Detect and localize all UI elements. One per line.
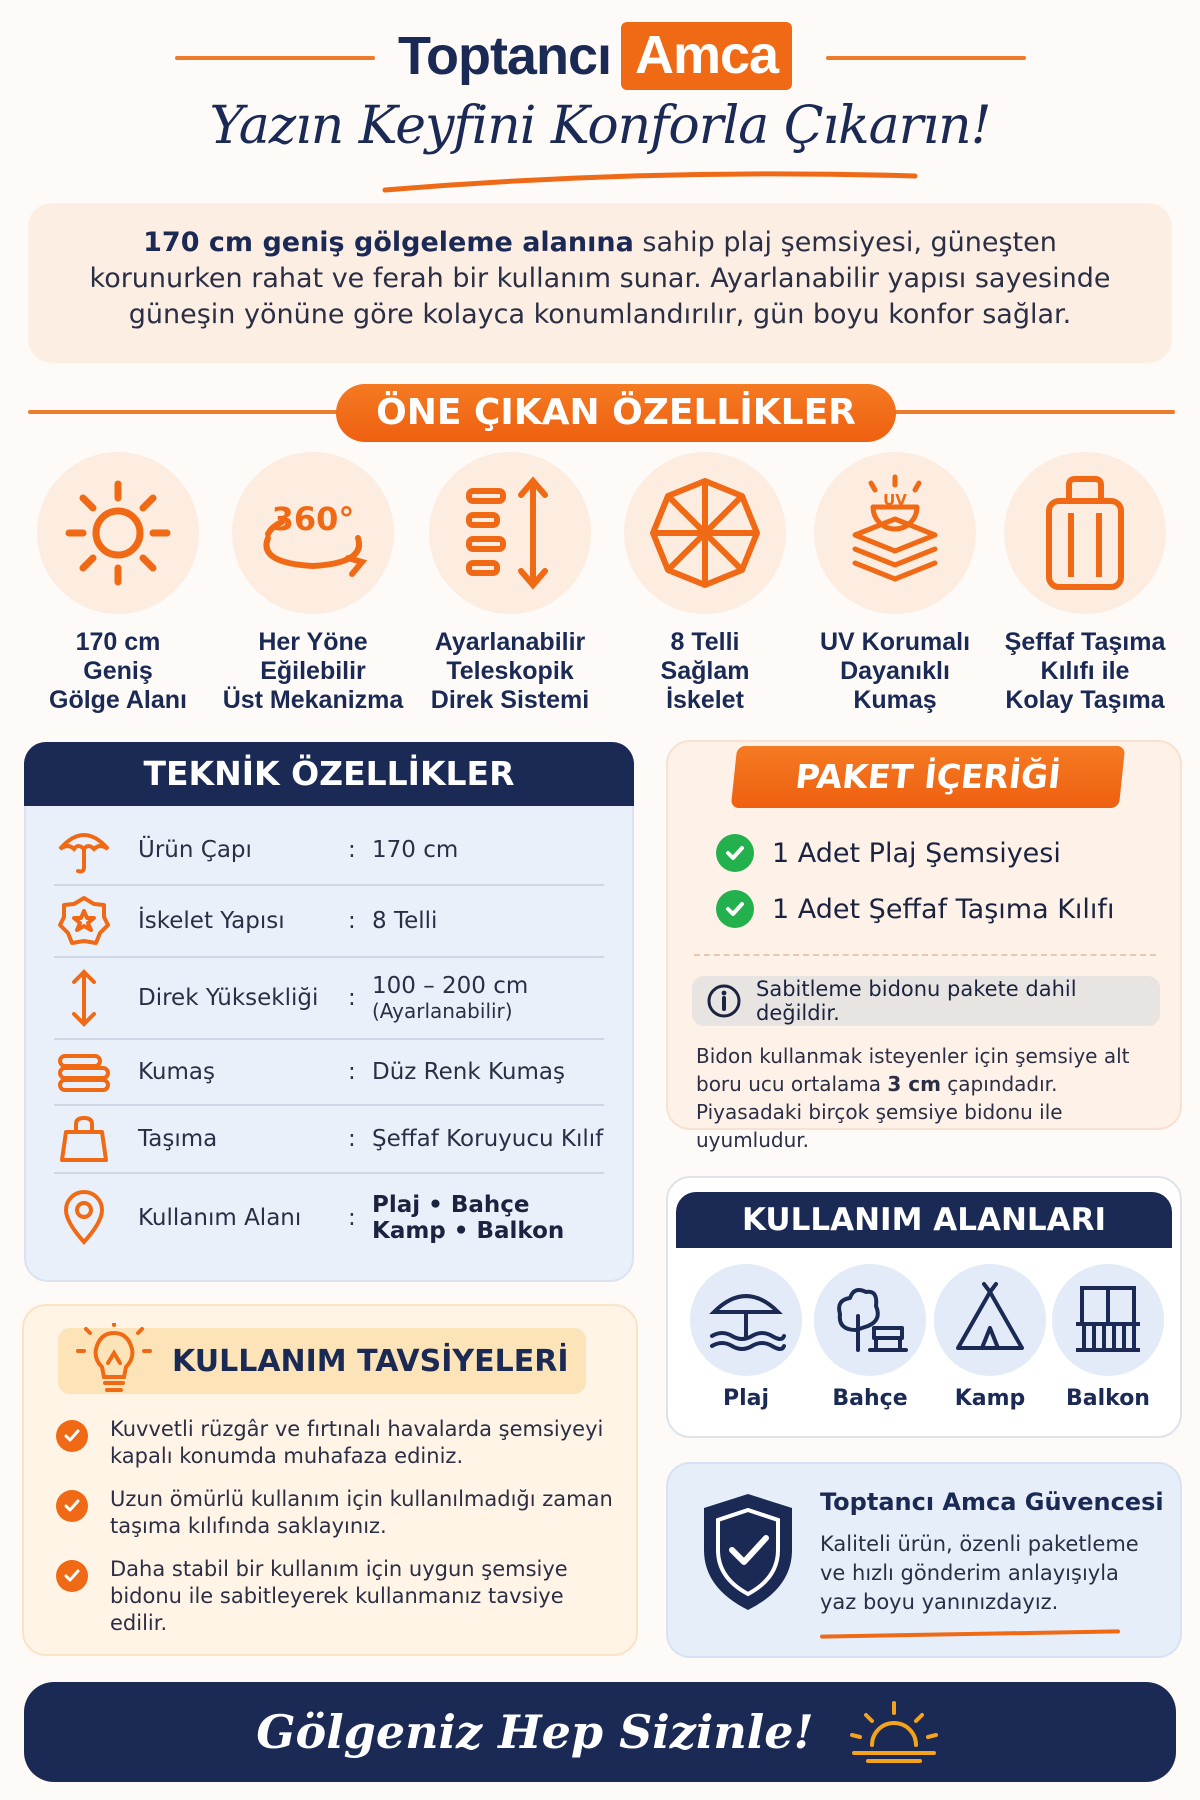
spec-label: Kullanım Alanı [138, 1205, 302, 1231]
guarantee-panel [666, 1462, 1182, 1658]
usage-item-plaj [686, 1264, 806, 1411]
feature-circle [429, 452, 591, 614]
feature-line3: Kolay Taşıma [1005, 686, 1165, 714]
sun-icon [63, 478, 173, 588]
feature-line1: 170 cm [75, 628, 161, 656]
height-icon [64, 968, 104, 1028]
tips-title: KULLANIM TAVSİYELERİ [172, 1343, 569, 1379]
footer-banner [24, 1682, 1176, 1782]
spec-row [54, 1040, 604, 1106]
usage-label: Balkon [1066, 1386, 1150, 1411]
shield-check-icon [698, 1490, 798, 1614]
tip-item [56, 1556, 616, 1637]
tip-item [56, 1486, 616, 1540]
usage-circle [1052, 1264, 1164, 1376]
tip-text: Uzun ömürlü kullanım için kullanılmadığı zaman taşıma kılıfında saklayınız. [110, 1487, 613, 1538]
frame-icon [58, 895, 110, 947]
spec-colon: : [348, 1126, 356, 1152]
info-icon [706, 983, 742, 1019]
beach-icon [706, 1280, 786, 1360]
feature-line1: Her Yöne [258, 628, 368, 656]
tech-specs-panel [24, 742, 634, 1282]
intro-text: sahip plaj şemsiyesi, güneşten korunurken rahat ve ferah bir kullanım sunar. Ayarlanabilir yapısı sayesinde güneşin yönüne göre kolayca konumlandırılır, gün boyu konfor sağlar. [89, 227, 1111, 330]
rotate-360-icon [248, 478, 378, 588]
feature-line3: İskelet [666, 686, 744, 714]
feature-line3: Direk Sistemi [430, 686, 590, 714]
spec-label: Ürün Çapı [138, 837, 252, 863]
feature-circle [232, 452, 394, 614]
spec-value: Plaj • Bahçe [372, 1192, 530, 1218]
usage-item-bahce [810, 1264, 930, 1411]
usage-circle [690, 1264, 802, 1376]
usage-label: Bahçe [832, 1386, 908, 1411]
spec-row [54, 886, 604, 958]
feature-circle [37, 452, 199, 614]
spec-colon: : [348, 837, 356, 863]
spec-value: 170 cm [372, 837, 459, 863]
brand-name-left: Toptancı [398, 26, 611, 86]
spec-value: 100 – 200 cm [372, 973, 529, 999]
package-info-a: Bidon kullanmak isteyenler için şemsiye alt boru ucu ortalama [696, 1044, 1130, 1096]
feature-line3: Gölge Alanı [49, 686, 187, 714]
feature-line2: Sağlam [660, 657, 750, 685]
brand-name-right: Amca [621, 22, 792, 90]
tip-text: Daha stabil bir kullanım için uygun şemsiye bidonu ile sabitleyerek kullanmanız tavsiye edilir. [110, 1557, 568, 1635]
spec-label: İskelet Yapısı [138, 908, 285, 934]
check-icon [716, 890, 754, 928]
umbrella-icon [56, 825, 112, 875]
spec-label: Taşıma [138, 1126, 218, 1152]
intro-bold-text: 170 cm geniş gölgeleme alanına [143, 227, 634, 258]
guarantee-title: Toptancı Amca Güvencesi [820, 1488, 1164, 1516]
highlights-line-left [28, 410, 368, 414]
spec-subvalue: (Ayarlanabilir) [372, 999, 513, 1023]
package-title: PAKET İÇERİĞİ [731, 746, 1126, 808]
tagline-underline [380, 168, 920, 198]
footer-slogan: Gölgeniz Hep Sizinle! [256, 1705, 814, 1759]
badge-360: 360° [271, 500, 355, 538]
bag-icon [60, 1114, 108, 1164]
feature-bag [995, 452, 1175, 715]
feature-line1: UV Korumalı [819, 628, 971, 656]
fabric-icon [56, 1052, 112, 1092]
spec-label: Kumaş [138, 1059, 215, 1085]
tent-icon [950, 1280, 1030, 1360]
tech-specs-title: TEKNİK ÖZELLİKLER [24, 742, 634, 806]
spec-subvalue: Kamp • Balkon [372, 1218, 565, 1244]
check-icon [716, 834, 754, 872]
spec-row [54, 816, 604, 886]
feature-line1: 8 Telli [670, 628, 740, 656]
feature-circle [624, 452, 786, 614]
feature-line2: Dayanıklı [840, 657, 950, 685]
package-info [696, 1042, 1164, 1154]
feature-shade-area [33, 452, 203, 715]
brand-logo [398, 20, 792, 92]
tip-item [56, 1416, 616, 1470]
uv-fabric-icon [835, 473, 955, 593]
check-icon [56, 1490, 88, 1522]
usage-label: Kamp [954, 1386, 1026, 1411]
spec-value: Şeffaf Koruyucu Kılıf [372, 1126, 604, 1152]
header-line-left [175, 56, 375, 60]
page-tagline: Yazın Keyfini Konforla Çıkarın! [209, 96, 991, 156]
tips-panel [22, 1304, 638, 1656]
feature-tilt [208, 452, 418, 715]
sunset-icon [844, 1697, 944, 1767]
spec-colon: : [348, 985, 356, 1011]
feature-frame [620, 452, 790, 715]
badge-uv: UV [883, 491, 907, 509]
umbrella-frame-icon [645, 473, 765, 593]
check-icon [56, 1420, 88, 1452]
spec-colon: : [348, 1205, 356, 1231]
usage-panel [666, 1176, 1182, 1438]
feature-line2: Geniş [83, 657, 153, 685]
location-icon [62, 1190, 106, 1246]
feature-line1: Ayarlanabilir [434, 628, 586, 656]
package-note [692, 976, 1160, 1026]
spec-colon: : [348, 908, 356, 934]
package-item-label: 1 Adet Plaj Şemsiyesi [772, 837, 1061, 869]
usage-circle [934, 1264, 1046, 1376]
feature-line3: Kumaş [853, 686, 937, 714]
feature-circle [814, 452, 976, 614]
header-line-right [826, 56, 1026, 60]
check-icon [56, 1560, 88, 1592]
balcony-icon [1068, 1280, 1148, 1360]
spec-row [54, 1106, 604, 1174]
intro-box [28, 203, 1172, 363]
tips-title-bar [58, 1328, 586, 1394]
lightbulb-icon [72, 1323, 156, 1399]
spec-value: Düz Renk Kumaş [372, 1059, 565, 1085]
package-panel [666, 740, 1182, 1152]
package-info-b: çapındadır. Piyasadaki birçok şemsiye bidonu ile uyumludur. [696, 1072, 1063, 1152]
package-divider [694, 954, 1156, 956]
package-item-label: 1 Adet Şeffaf Taşıma Kılıfı [772, 893, 1115, 925]
usage-item-kamp [930, 1264, 1050, 1411]
spec-row [54, 958, 604, 1040]
package-info-bold: 3 cm [887, 1072, 941, 1096]
bag-icon [1035, 473, 1135, 593]
guarantee-text: Kaliteli ürün, özenli paketleme ve hızlı gönderim anlayışıyla yaz boyu yanınızdayız. [820, 1532, 1139, 1614]
tip-text: Kuvvetli rüzgâr ve fırtınalı havalarda şemsiyeyi kapalı konumda muhafaza ediniz. [110, 1417, 604, 1468]
usage-circle [814, 1264, 926, 1376]
feature-circle [1004, 452, 1166, 614]
highlights-title: ÖNE ÇIKAN ÖZELLİKLER [336, 384, 896, 442]
usage-label: Plaj [722, 1386, 770, 1411]
feature-uv [805, 452, 985, 715]
spec-row [54, 1174, 604, 1262]
feature-line1: Şeffaf Taşıma [1004, 628, 1166, 656]
usage-title: KULLANIM ALANLARI [676, 1192, 1172, 1248]
garden-icon [830, 1280, 910, 1360]
spec-value: 8 Telli [372, 908, 438, 934]
feature-line2: Teleskopik [446, 657, 574, 685]
telescopic-pole-icon [455, 473, 565, 593]
package-note-text: Sabitleme bidonu pakete dahil değildir. [756, 977, 1077, 1025]
spec-colon: : [348, 1059, 356, 1085]
package-item [716, 834, 1061, 872]
feature-line3: Üst Mekanizma [222, 686, 404, 714]
guarantee-underline [820, 1629, 1120, 1638]
package-item [716, 890, 1114, 928]
feature-line2: Eğilebilir [260, 657, 366, 685]
spec-label: Direk Yüksekliği [138, 985, 319, 1011]
usage-item-balkon [1048, 1264, 1168, 1411]
feature-line2: Kılıfı ile [1040, 657, 1130, 685]
feature-telescopic [420, 452, 600, 715]
